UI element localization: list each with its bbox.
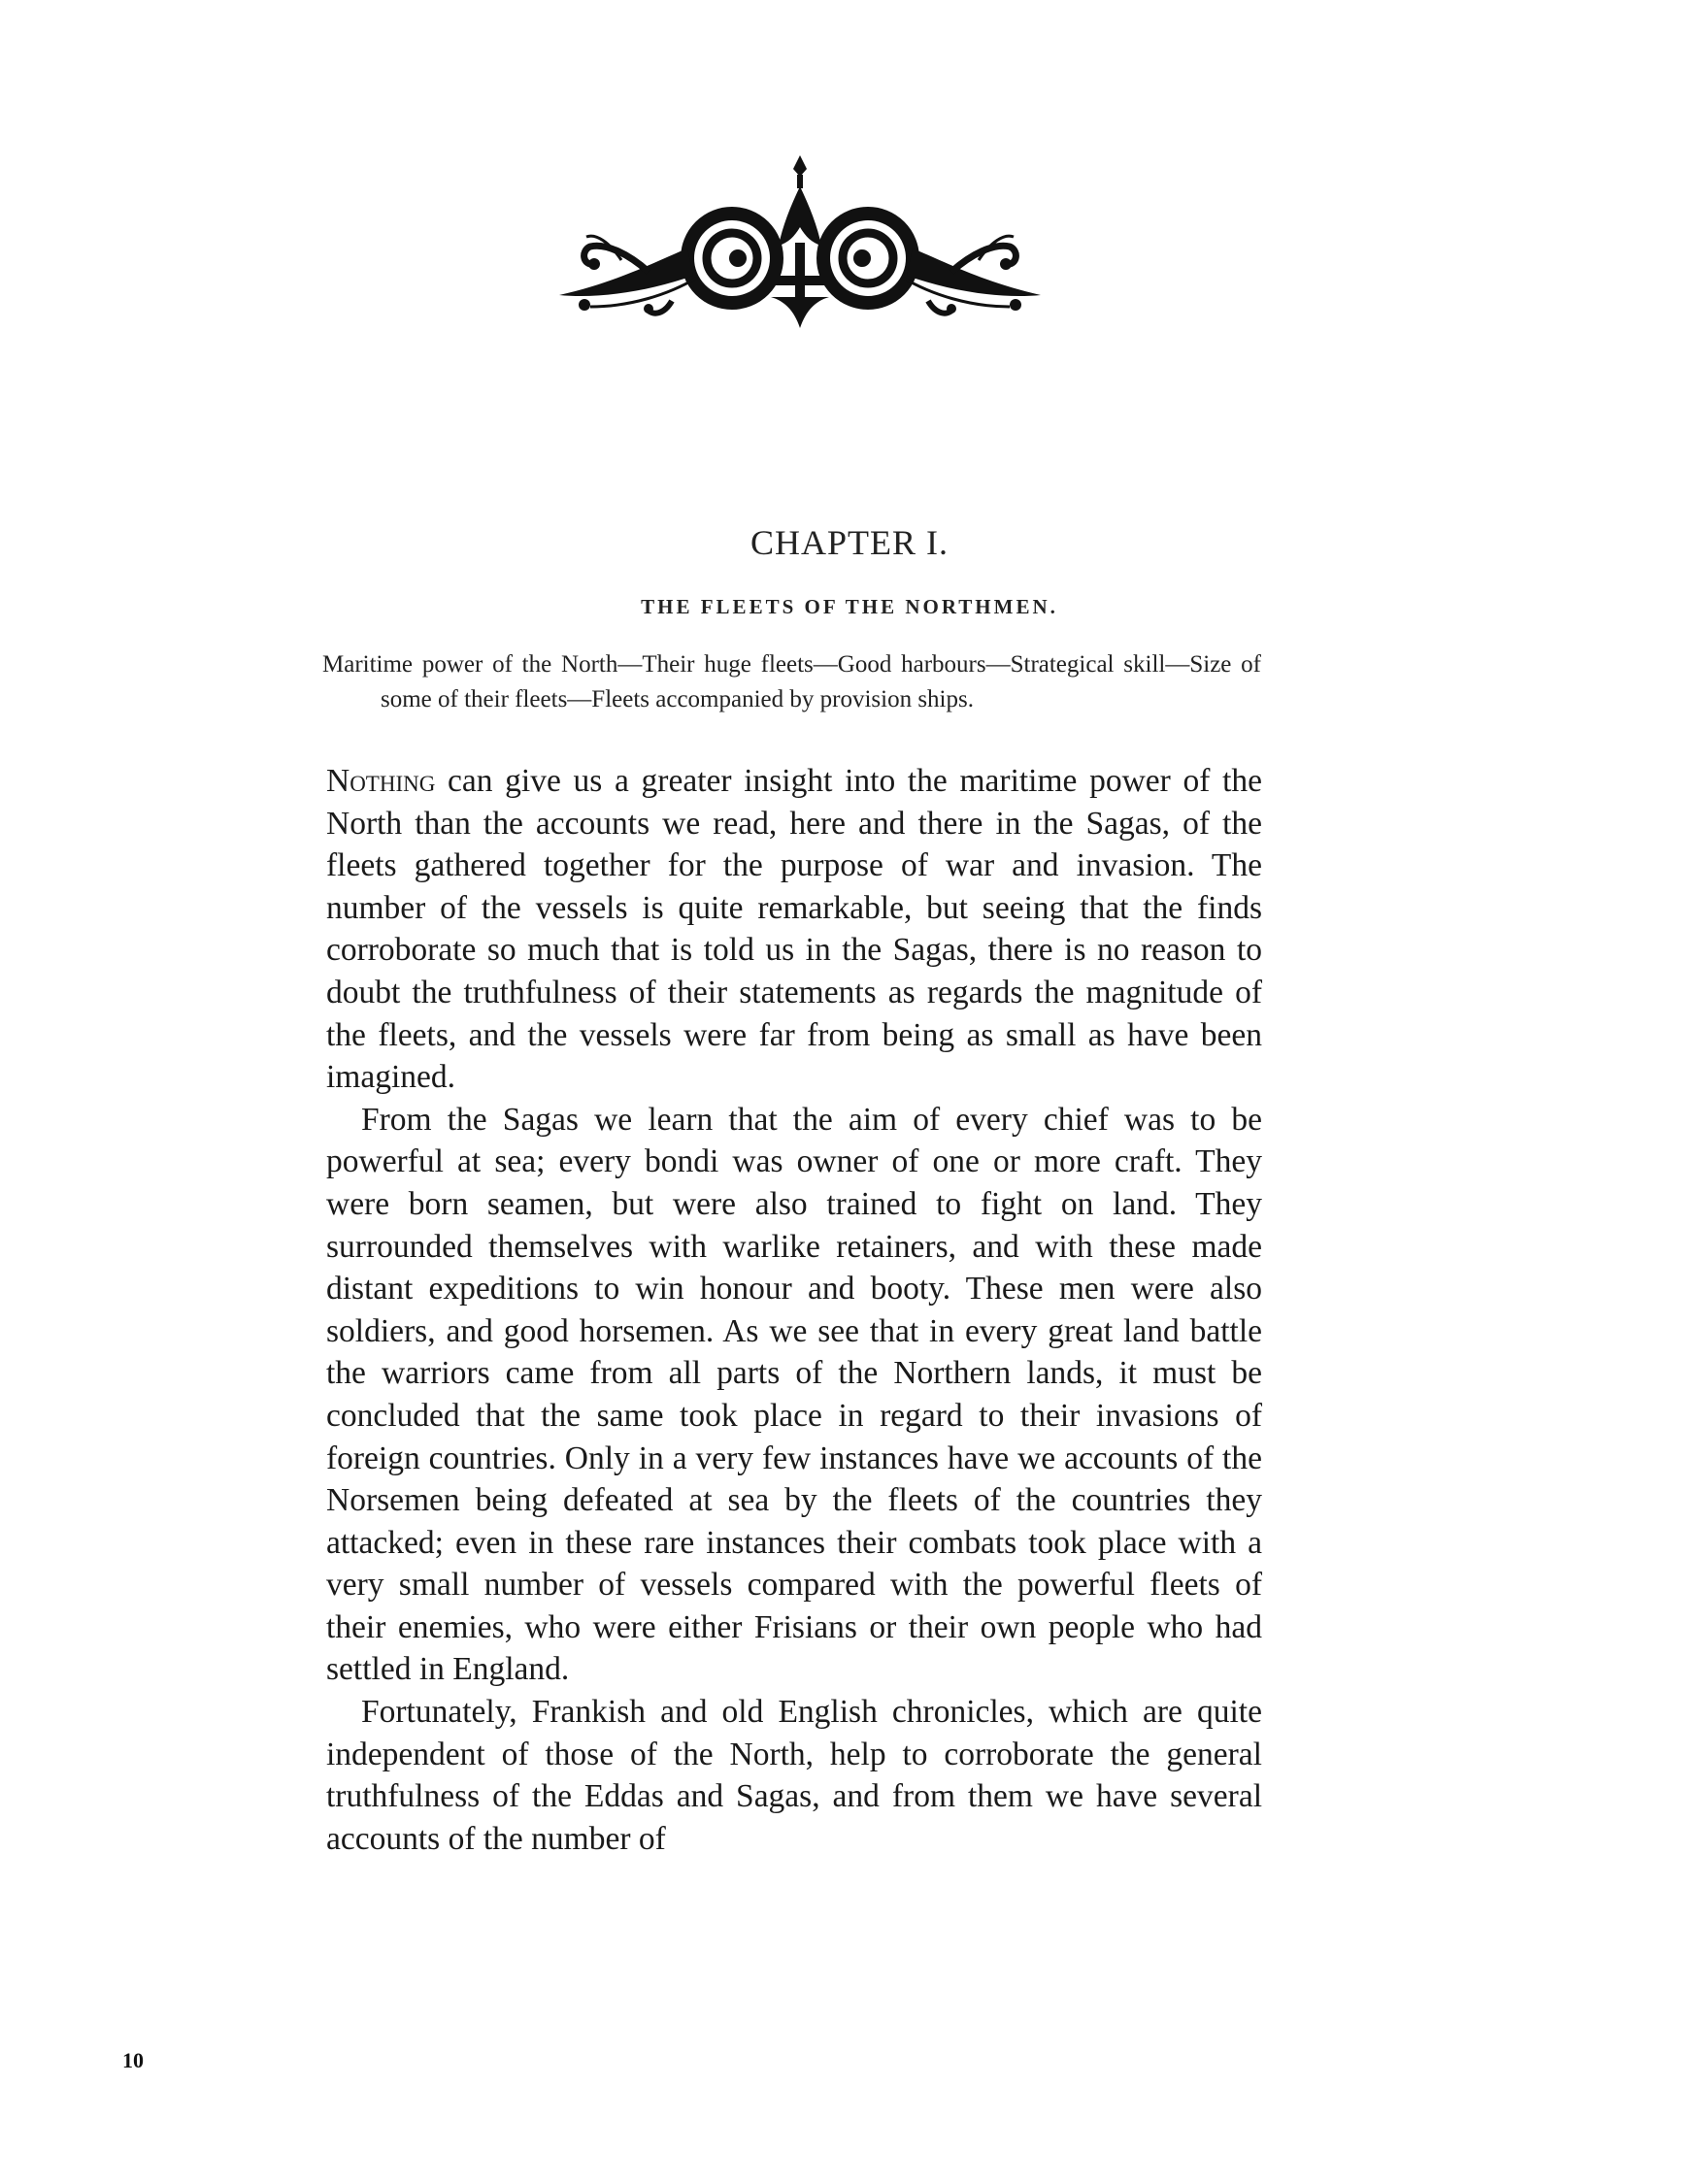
paragraph-1 — [326, 760, 1262, 1099]
page-number: 10 — [122, 2048, 144, 2072]
chapter-subtitle: THE FLEETS OF THE NORTHMEN. — [641, 595, 1058, 618]
chapter-body — [326, 760, 1262, 1860]
chapter-title: CHAPTER I. — [750, 523, 949, 562]
paragraph-2: From the Sagas we learn that the aim of every chief was to be powerful at sea; every bondi was owner of one or more craft. They were born seamen, but were also trained to fight on land. They surrounded themselves with warlike retainers, and with these made distant expeditions to win honour and booty. These men were also soldiers, and good horsemen. As we see that in every great land battle the warriors came from all parts of the Northern lands, it must be concluded that the same took place in regard to their invasions of foreign countries. Only in a very few instances have we accounts of the Norsemen being defeated at sea by the fleets of the countries they attacked; even in these rare instances their combats took place with a very small number of vessels compared with the powerful fleets of their enemies, who were either Frisians or their own people who had settled in England. — [326, 1101, 1262, 1688]
scroll-ornament-icon — [551, 153, 1049, 338]
paragraph-1-text: can give us a greater insight into the maritime power of the North than the accounts we read, here and there in the Sagas, of the fleets gathered together for the purpose of war and invasion. The number of the vessels is quite remarkable, but seeing that the finds corroborate so much that is told us in the Sagas, there is no reason to doubt the truthfulness of their statements as regards the magnitude of the fleets, and the vessels were far from being as small as have been imagined. — [326, 763, 1262, 1096]
chapter-summary: Maritime power of the North—Their huge fleets—Good harbours—Strategical skill—Size of some of their fleets—Fleets accompanied by provision ships. — [322, 651, 1261, 712]
paragraph-1-lead: Nothing — [326, 763, 436, 799]
paragraph-3: Fortunately, Frankish and old English chronicles, which are quite independent of those of the North, help to corroborate the general truthfulness of the Eddas and Sagas, and from them we have several accounts of the number of — [326, 1694, 1262, 1857]
